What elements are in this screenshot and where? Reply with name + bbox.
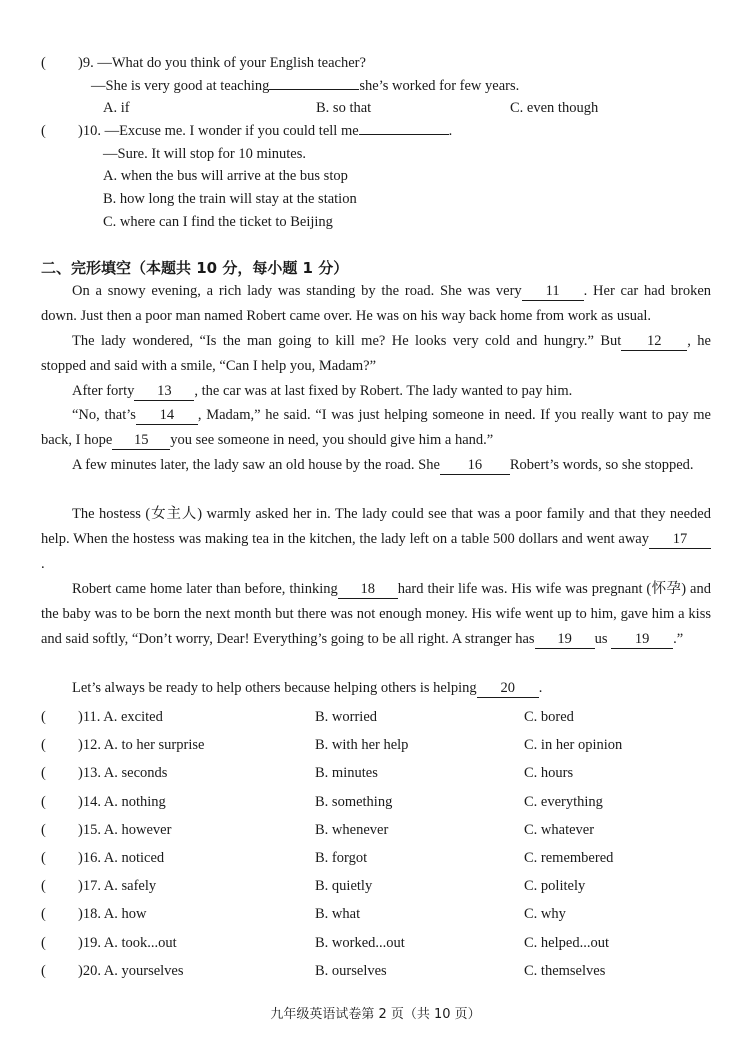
question-13-option-c: C. hours — [524, 765, 574, 781]
question-13-option-a: )13. A. seconds — [78, 765, 168, 781]
question-12-option-c: C. in her opinion — [524, 737, 623, 753]
question-11-option-b: B. worried — [315, 709, 378, 725]
question-10-stem-after: . — [448, 123, 453, 139]
answer-paren-20: ( — [41, 963, 46, 979]
blank-12: 12 — [621, 333, 687, 351]
passage-paragraph-3 — [41, 379, 711, 404]
blank-18: 18 — [338, 581, 398, 599]
blank-13: 13 — [134, 383, 194, 401]
blank-16: 16 — [440, 457, 510, 475]
question-11-option-a: )11. A. excited — [78, 709, 163, 725]
question-13-option-b: B. minutes — [315, 765, 378, 781]
answer-paren-15: ( — [41, 822, 46, 838]
passage-text: Let’s always be ready to help others because helping others is helping — [72, 680, 477, 696]
passage-text: , Madam,” he said. “I was just helping someone in need. If you really want to pay me back, I hope — [41, 407, 711, 448]
question-15-option-c: C. whatever — [524, 822, 595, 838]
question-9-blank — [269, 89, 359, 90]
question-12-option-a: )12. A. to her surprise — [78, 737, 205, 753]
blank-17: 17 — [649, 531, 711, 549]
section-heading: 二、完形填空（本题共 10 分，每小题 1 分） — [41, 259, 349, 277]
passage-text: Robert came home later than before, thinking — [72, 581, 338, 597]
blank-15: 15 — [112, 432, 170, 450]
blank-20: 20 — [477, 680, 539, 698]
passage-text: “No, that’s — [72, 407, 136, 423]
passage-text: , the car was at last fixed by Robert. The lady wanted to pay him. — [194, 383, 573, 399]
question-9-stem: )9. —What do you think of your English teacher? — [78, 55, 366, 71]
question-10-option-a: A. when the bus will arrive at the bus stop — [103, 168, 348, 184]
question-19-option-b: B. worked...out — [315, 935, 405, 951]
passage-text: . Her car had broken down. Just then a poor man named Robert came over. He was on his way back home from work as usual. — [41, 283, 712, 324]
question-10-blank — [359, 134, 449, 135]
question-18-option-a: )18. A. how — [78, 906, 147, 922]
passage-text: A few minutes later, the lady saw an old house by the road. She — [72, 457, 440, 473]
answer-paren-19: ( — [41, 935, 46, 951]
answer-paren-13: ( — [41, 765, 46, 781]
passage-text: you see someone in need, you should give him a hand.” — [170, 431, 494, 448]
question-10-option-c: C. where can I find the ticket to Beijing — [103, 214, 333, 230]
question-15-option-a: )15. A. however — [78, 822, 172, 838]
question-11-option-c: C. bored — [524, 709, 574, 725]
blank-19a: 19 — [535, 631, 595, 649]
blank-14: 14 — [136, 407, 198, 425]
question-18-option-c: C. why — [524, 906, 566, 922]
blank-11: 11 — [522, 283, 584, 301]
question-14-option-b: B. something — [315, 794, 393, 810]
question-9-prompt-after: she’s worked for few years. — [359, 78, 520, 94]
passage-paragraph-7 — [41, 577, 711, 651]
answer-paren-11: ( — [41, 709, 46, 725]
passage-paragraph-5 — [41, 453, 711, 478]
question-9-prompt-before: —She is very good at teaching — [91, 78, 270, 94]
answer-paren-16: ( — [41, 850, 46, 866]
question-10-stem — [78, 122, 452, 140]
question-9-option-c: C. even though — [510, 100, 599, 116]
question-19-option-c: C. helped...out — [524, 935, 609, 951]
question-12-option-b: B. with her help — [315, 737, 409, 753]
question-16-option-b: B. forgot — [315, 850, 368, 866]
passage-text: After forty — [72, 383, 135, 399]
question-16-option-a: )16. A. noticed — [78, 850, 165, 866]
question-17-option-a: )17. A. safely — [78, 878, 157, 894]
question-18-option-b: B. what — [315, 906, 361, 922]
answer-paren-18: ( — [41, 906, 46, 922]
answer-paren-9: ( — [41, 55, 46, 71]
question-17-option-b: B. quietly — [315, 878, 373, 894]
question-20-option-b: B. ourselves — [315, 963, 387, 979]
passage-text: The hostess (女主人) warmly asked her in. The lady could see that was a poor family and that they needed help. When the hostess was making tea in the kitchen, the lady left on a table 500 dollars and went away — [41, 506, 711, 547]
passage-text: .” — [673, 630, 684, 647]
question-14-option-a: )14. A. nothing — [78, 794, 166, 810]
blank-19b: 19 — [611, 631, 673, 649]
passage-paragraph-8 — [41, 676, 711, 701]
question-20-option-c: C. themselves — [524, 963, 606, 979]
question-20-option-a: )20. A. yourselves — [78, 963, 184, 979]
passage-paragraph-6 — [41, 502, 711, 576]
passage-text: . — [41, 555, 45, 572]
passage-text: hard their life was. His wife was pregnant (怀孕) and the baby was to be born the next month but there was not enough money. His wife went up to him, gave him a kiss and said softly, “Don’t worry, Dear! Everything’s going to be all right. A stranger has — [41, 581, 711, 647]
question-10-stem-before: )10. —Excuse me. I wonder if you could tell me — [78, 123, 359, 139]
question-15-option-b: B. whenever — [315, 822, 389, 838]
passage-paragraph-1 — [41, 279, 711, 329]
answer-paren-14: ( — [41, 794, 46, 810]
passage-text: Robert’s words, so she stopped. — [509, 457, 694, 473]
question-16-option-c: C. remembered — [524, 850, 614, 866]
question-17-option-c: C. politely — [524, 878, 586, 894]
answer-paren-17: ( — [41, 878, 46, 894]
question-10-reply: —Sure. It will stop for 10 minutes. — [103, 146, 306, 162]
answer-paren-12: ( — [41, 737, 46, 753]
question-9-option-b: B. so that — [316, 100, 372, 116]
page-footer: 九年级英语试卷第 2 页（共 10 页） — [270, 1007, 481, 1022]
passage-paragraph-2 — [41, 329, 711, 379]
question-9-option-a: A. if — [103, 100, 130, 116]
question-9-prompt — [91, 77, 519, 95]
passage-text: . — [538, 680, 543, 696]
passage-text: us — [594, 630, 608, 647]
answer-paren-10: ( — [41, 123, 46, 139]
passage-text: On a snowy evening, a rich lady was standing by the road. She was very — [72, 283, 522, 299]
passage-paragraph-4 — [41, 403, 711, 453]
question-10-option-b: B. how long the train will stay at the station — [103, 191, 357, 207]
question-14-option-c: C. everything — [524, 794, 603, 810]
question-19-option-a: )19. A. took...out — [78, 935, 177, 951]
passage-text: The lady wondered, “Is the man going to kill me? He looks very cold and hungry.” But — [72, 333, 622, 349]
passage-text: , he stopped and said with a smile, “Can I help you, Madam?” — [41, 333, 711, 374]
